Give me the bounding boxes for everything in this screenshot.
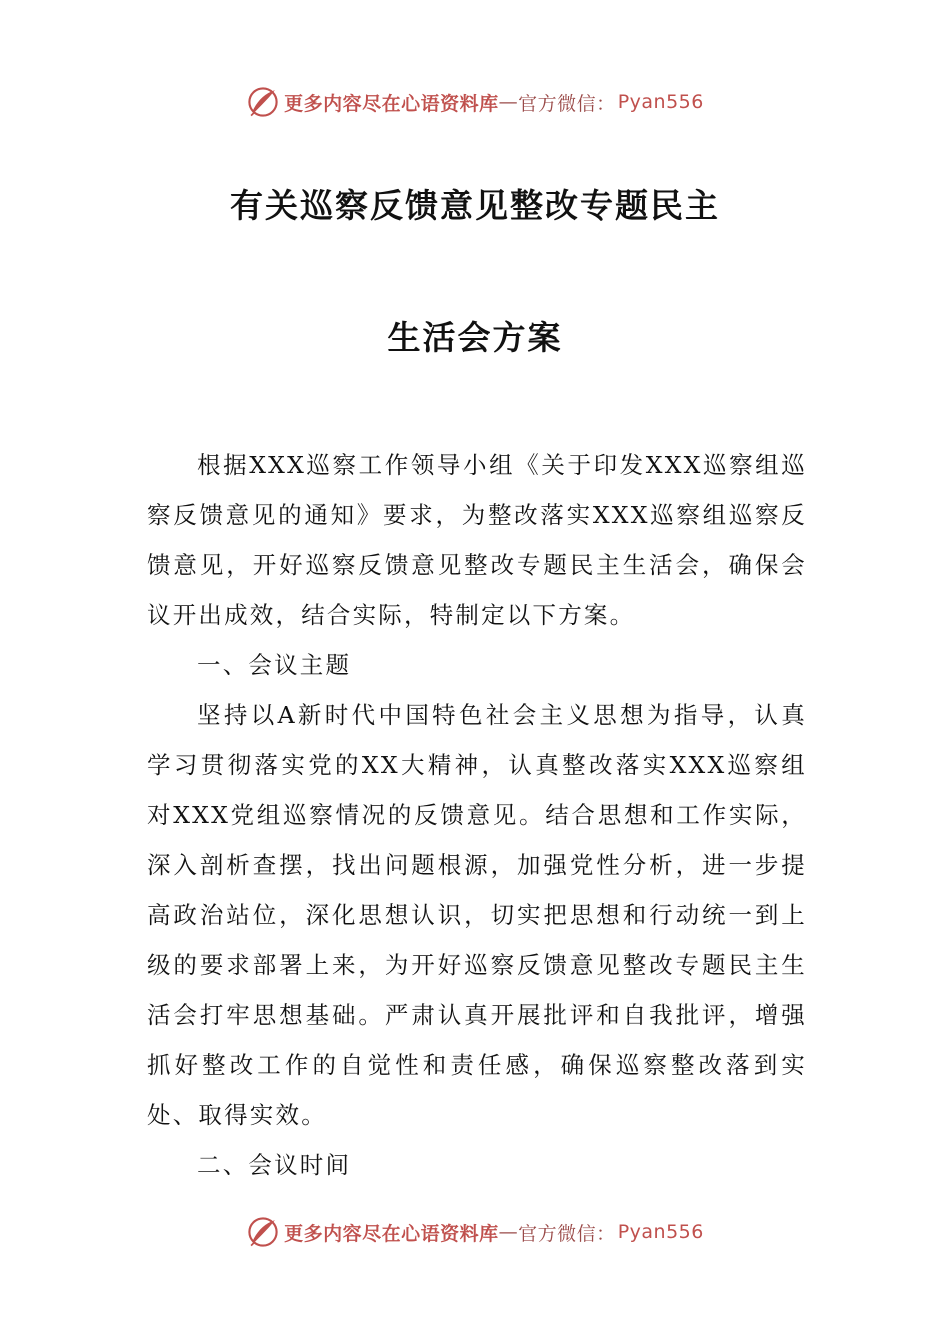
watermark-wechat-id: Pyan556: [617, 91, 704, 113]
watermark-brand: 更多内容尽在心语资料库: [284, 92, 499, 115]
section-heading-time: 二、会议时间: [197, 1151, 352, 1179]
quill-logo-icon: [246, 85, 280, 119]
watermark-official-label: 官方微信：: [518, 1222, 616, 1245]
watermark-separator: —: [498, 1221, 519, 1243]
watermark-wechat-id: Pyan556: [617, 1221, 704, 1243]
document-body: [147, 440, 807, 1190]
watermark-official-label: 官方微信：: [518, 92, 616, 115]
header-watermark: [0, 82, 950, 122]
watermark-separator: —: [498, 91, 519, 113]
document-title-line-1: 有关巡察反馈意见整改专题民主: [230, 186, 720, 225]
quill-logo-icon: [246, 1215, 280, 1249]
footer-watermark: [0, 1212, 950, 1252]
document-title-line-2: 生活会方案: [387, 318, 563, 357]
section-heading-theme: 一、会议主题: [197, 651, 352, 679]
intro-paragraph: 根据XXX巡察工作领导小组《关于印发XXX巡察组巡察反馈意见的通知》要求，为整改落实XXX巡察组巡察反馈意见，开好巡察反馈意见整改专题民主生活会，确保会议开出成效，结合实际，特制定以下方案。: [147, 451, 807, 629]
theme-paragraph: 坚持以A新时代中国特色社会主义思想为指导，认真学习贯彻落实党的XX大精神，认真整改落实XXX巡察组对XXX党组巡察情况的反馈意见。结合思想和工作实际，深入剖析查摆，找出问题根源，加强党性分析，进一步提高政治站位，深化思想认识，切实把思想和行动统一到上级的要求部署上来，为开好巡察反馈意见整改专题民主生活会打牢思想基础。严肃认真开展批评和自我批评，增强抓好整改工作的自觉性和责任感，确保巡察整改落到实处、取得实效。: [147, 701, 807, 1129]
watermark-brand: 更多内容尽在心语资料库: [284, 1222, 499, 1245]
